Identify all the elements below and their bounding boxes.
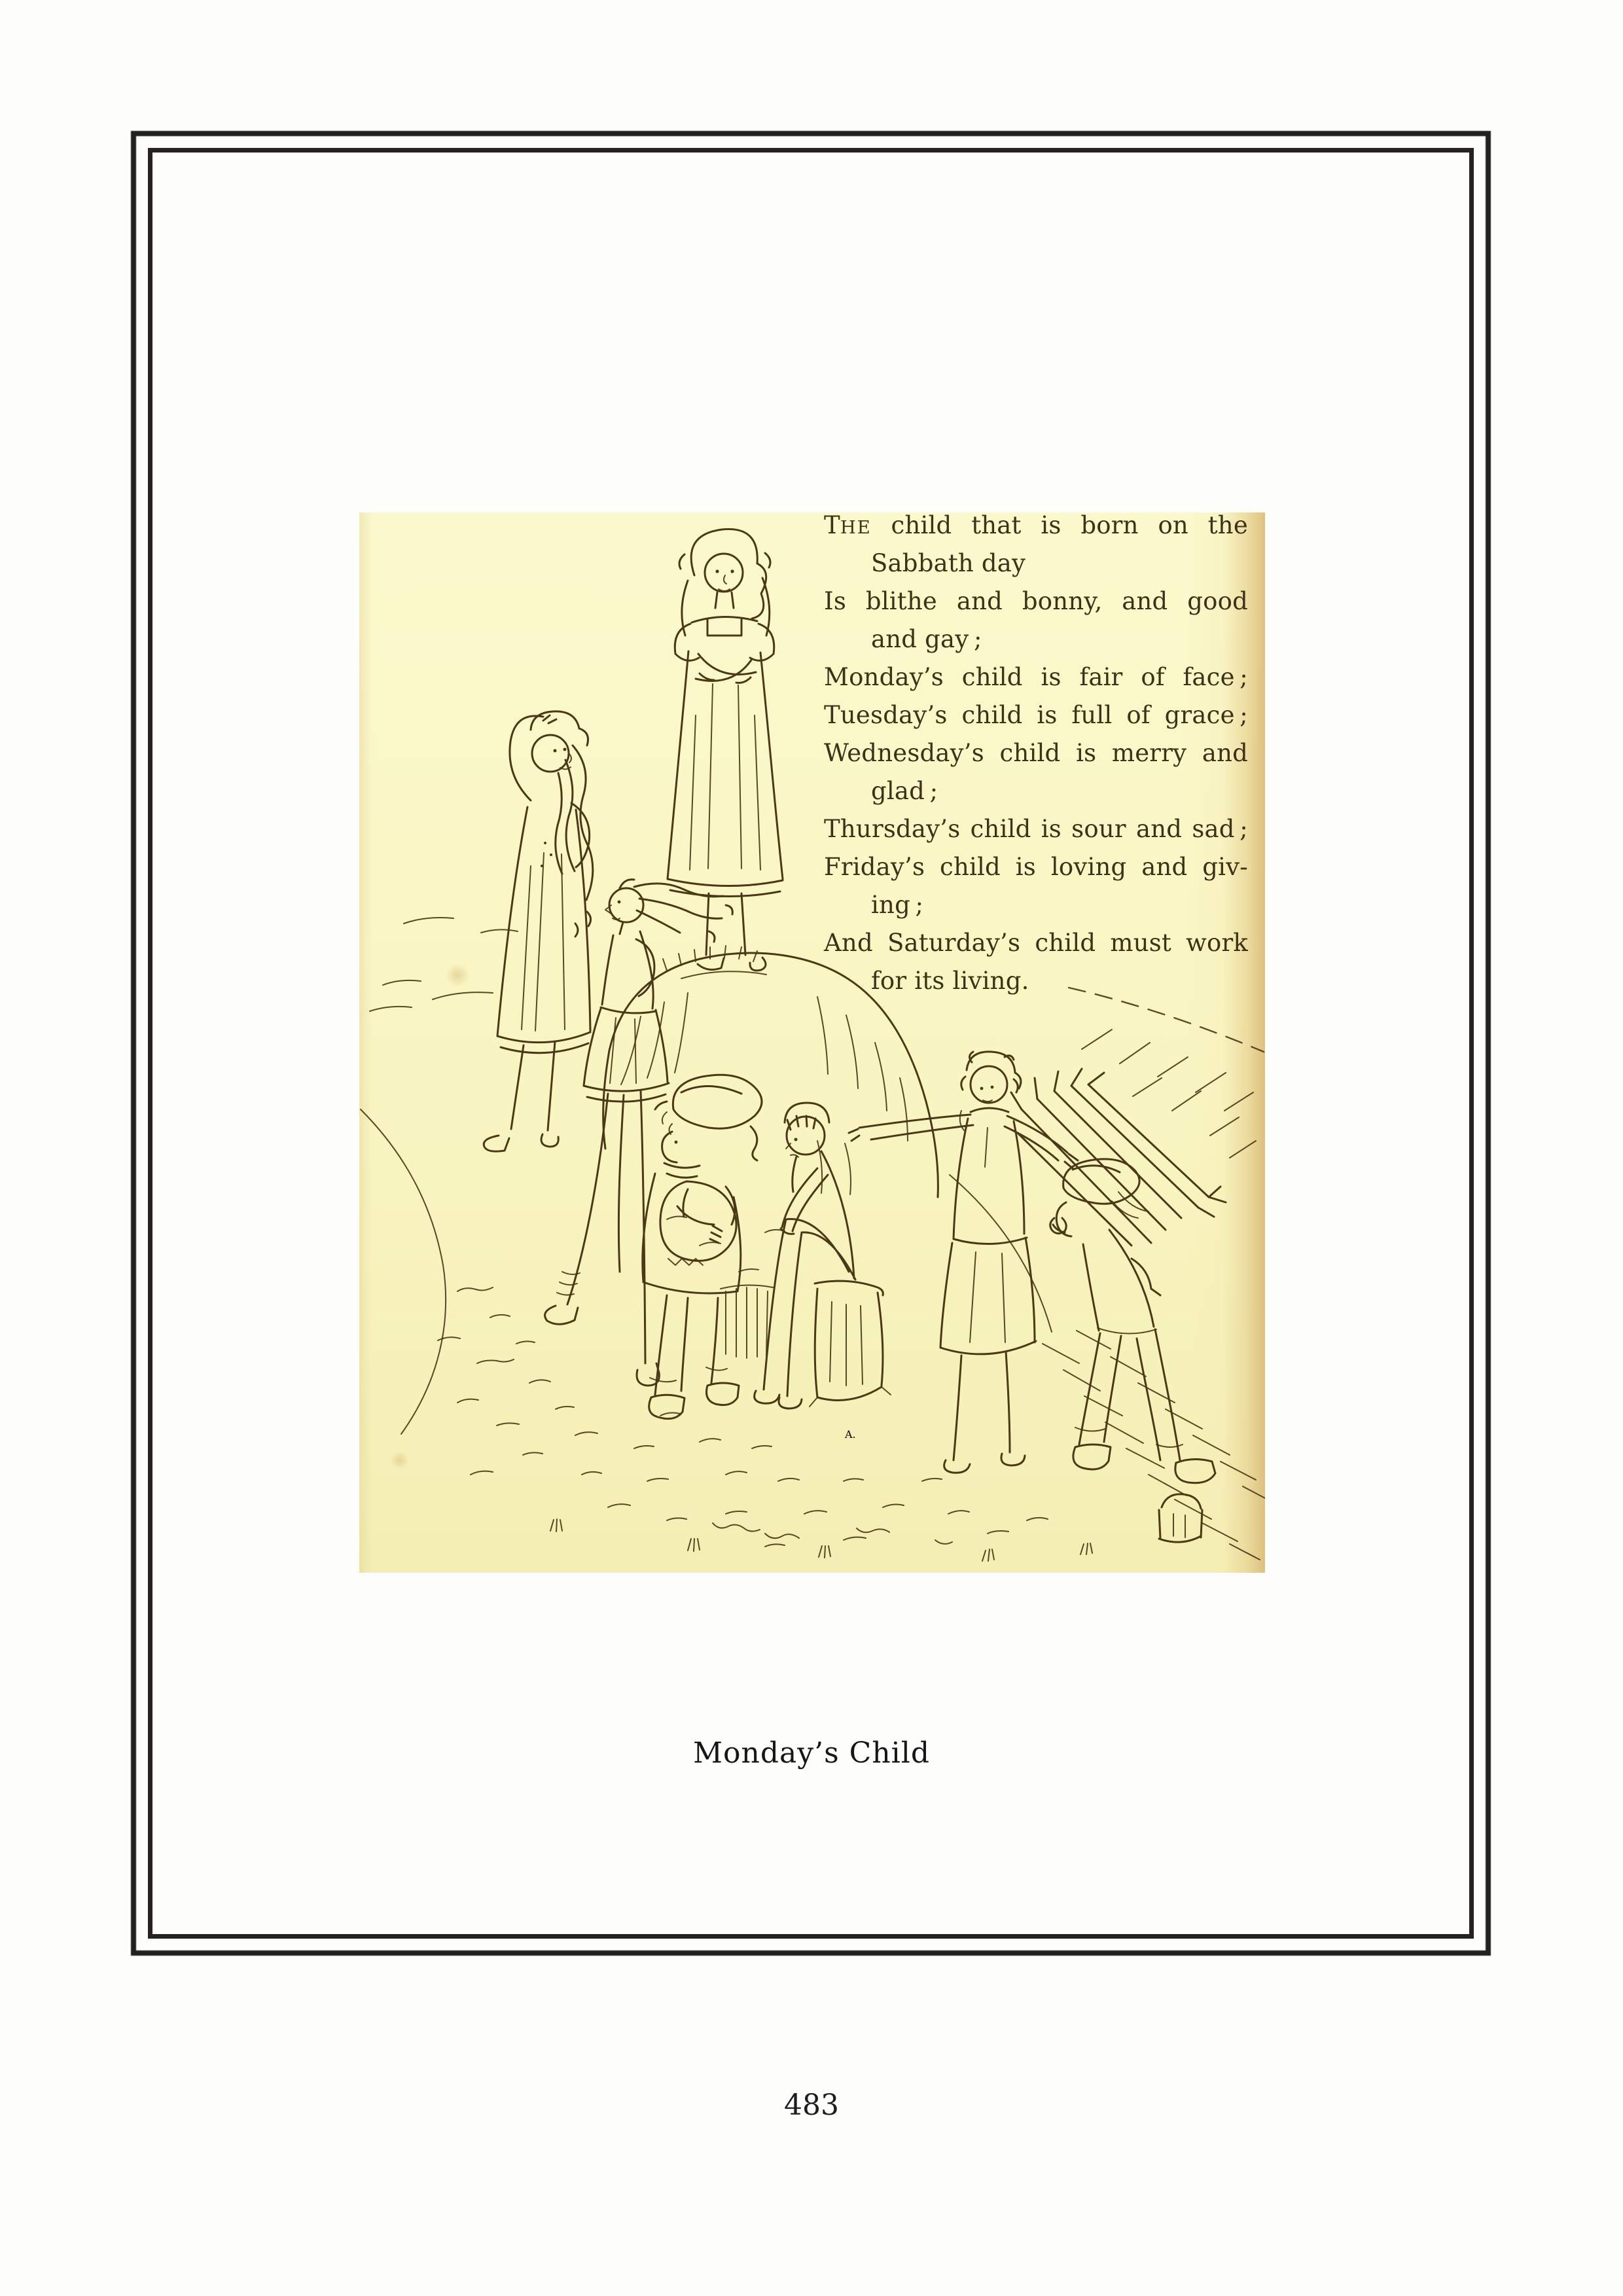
poem-line: ing ; — [871, 891, 924, 919]
poem-line: Wednesday’s child is merry and — [824, 739, 1248, 767]
figure-sabbath-child — [668, 529, 783, 970]
poem-lines — [824, 512, 1248, 1000]
poem-line: glad ; — [871, 777, 938, 805]
artist-monogram: A. — [845, 1428, 856, 1441]
poem-line: And Saturday’s child must work — [824, 929, 1248, 957]
poem-line: Thursday’s child is sour and sad ; — [824, 815, 1248, 843]
plate-caption: Monday’s Child — [692, 1736, 930, 1770]
poem-line: Monday’s child is fair of face ; — [824, 663, 1248, 691]
figure-monday-child — [484, 711, 593, 1151]
poem-line: Is blithe and bonny, and good — [824, 587, 1248, 615]
poem-line: Tuesday’s child is full of grace ; — [824, 701, 1248, 729]
illustration-plate — [359, 512, 1265, 1573]
figure-thursday-child — [721, 1103, 891, 1408]
page-number: 483 — [784, 2089, 839, 2122]
poem-line: Sabbath day — [871, 549, 1026, 577]
poem-line: for its living. — [871, 967, 1029, 995]
poem-line: Friday’s child is loving and giv- — [824, 853, 1248, 881]
figure-friday-child — [849, 1052, 1078, 1473]
hill-contour-left — [361, 918, 518, 1434]
figure-wednesday-child — [643, 1075, 762, 1418]
ground-texture — [438, 1217, 1092, 1561]
hill-slope-right — [950, 988, 1265, 1560]
poem-line: and gay ; — [871, 625, 982, 653]
poem-line: THE child that is born on the — [824, 512, 1248, 539]
figure-tuesday-child — [545, 880, 733, 1386]
